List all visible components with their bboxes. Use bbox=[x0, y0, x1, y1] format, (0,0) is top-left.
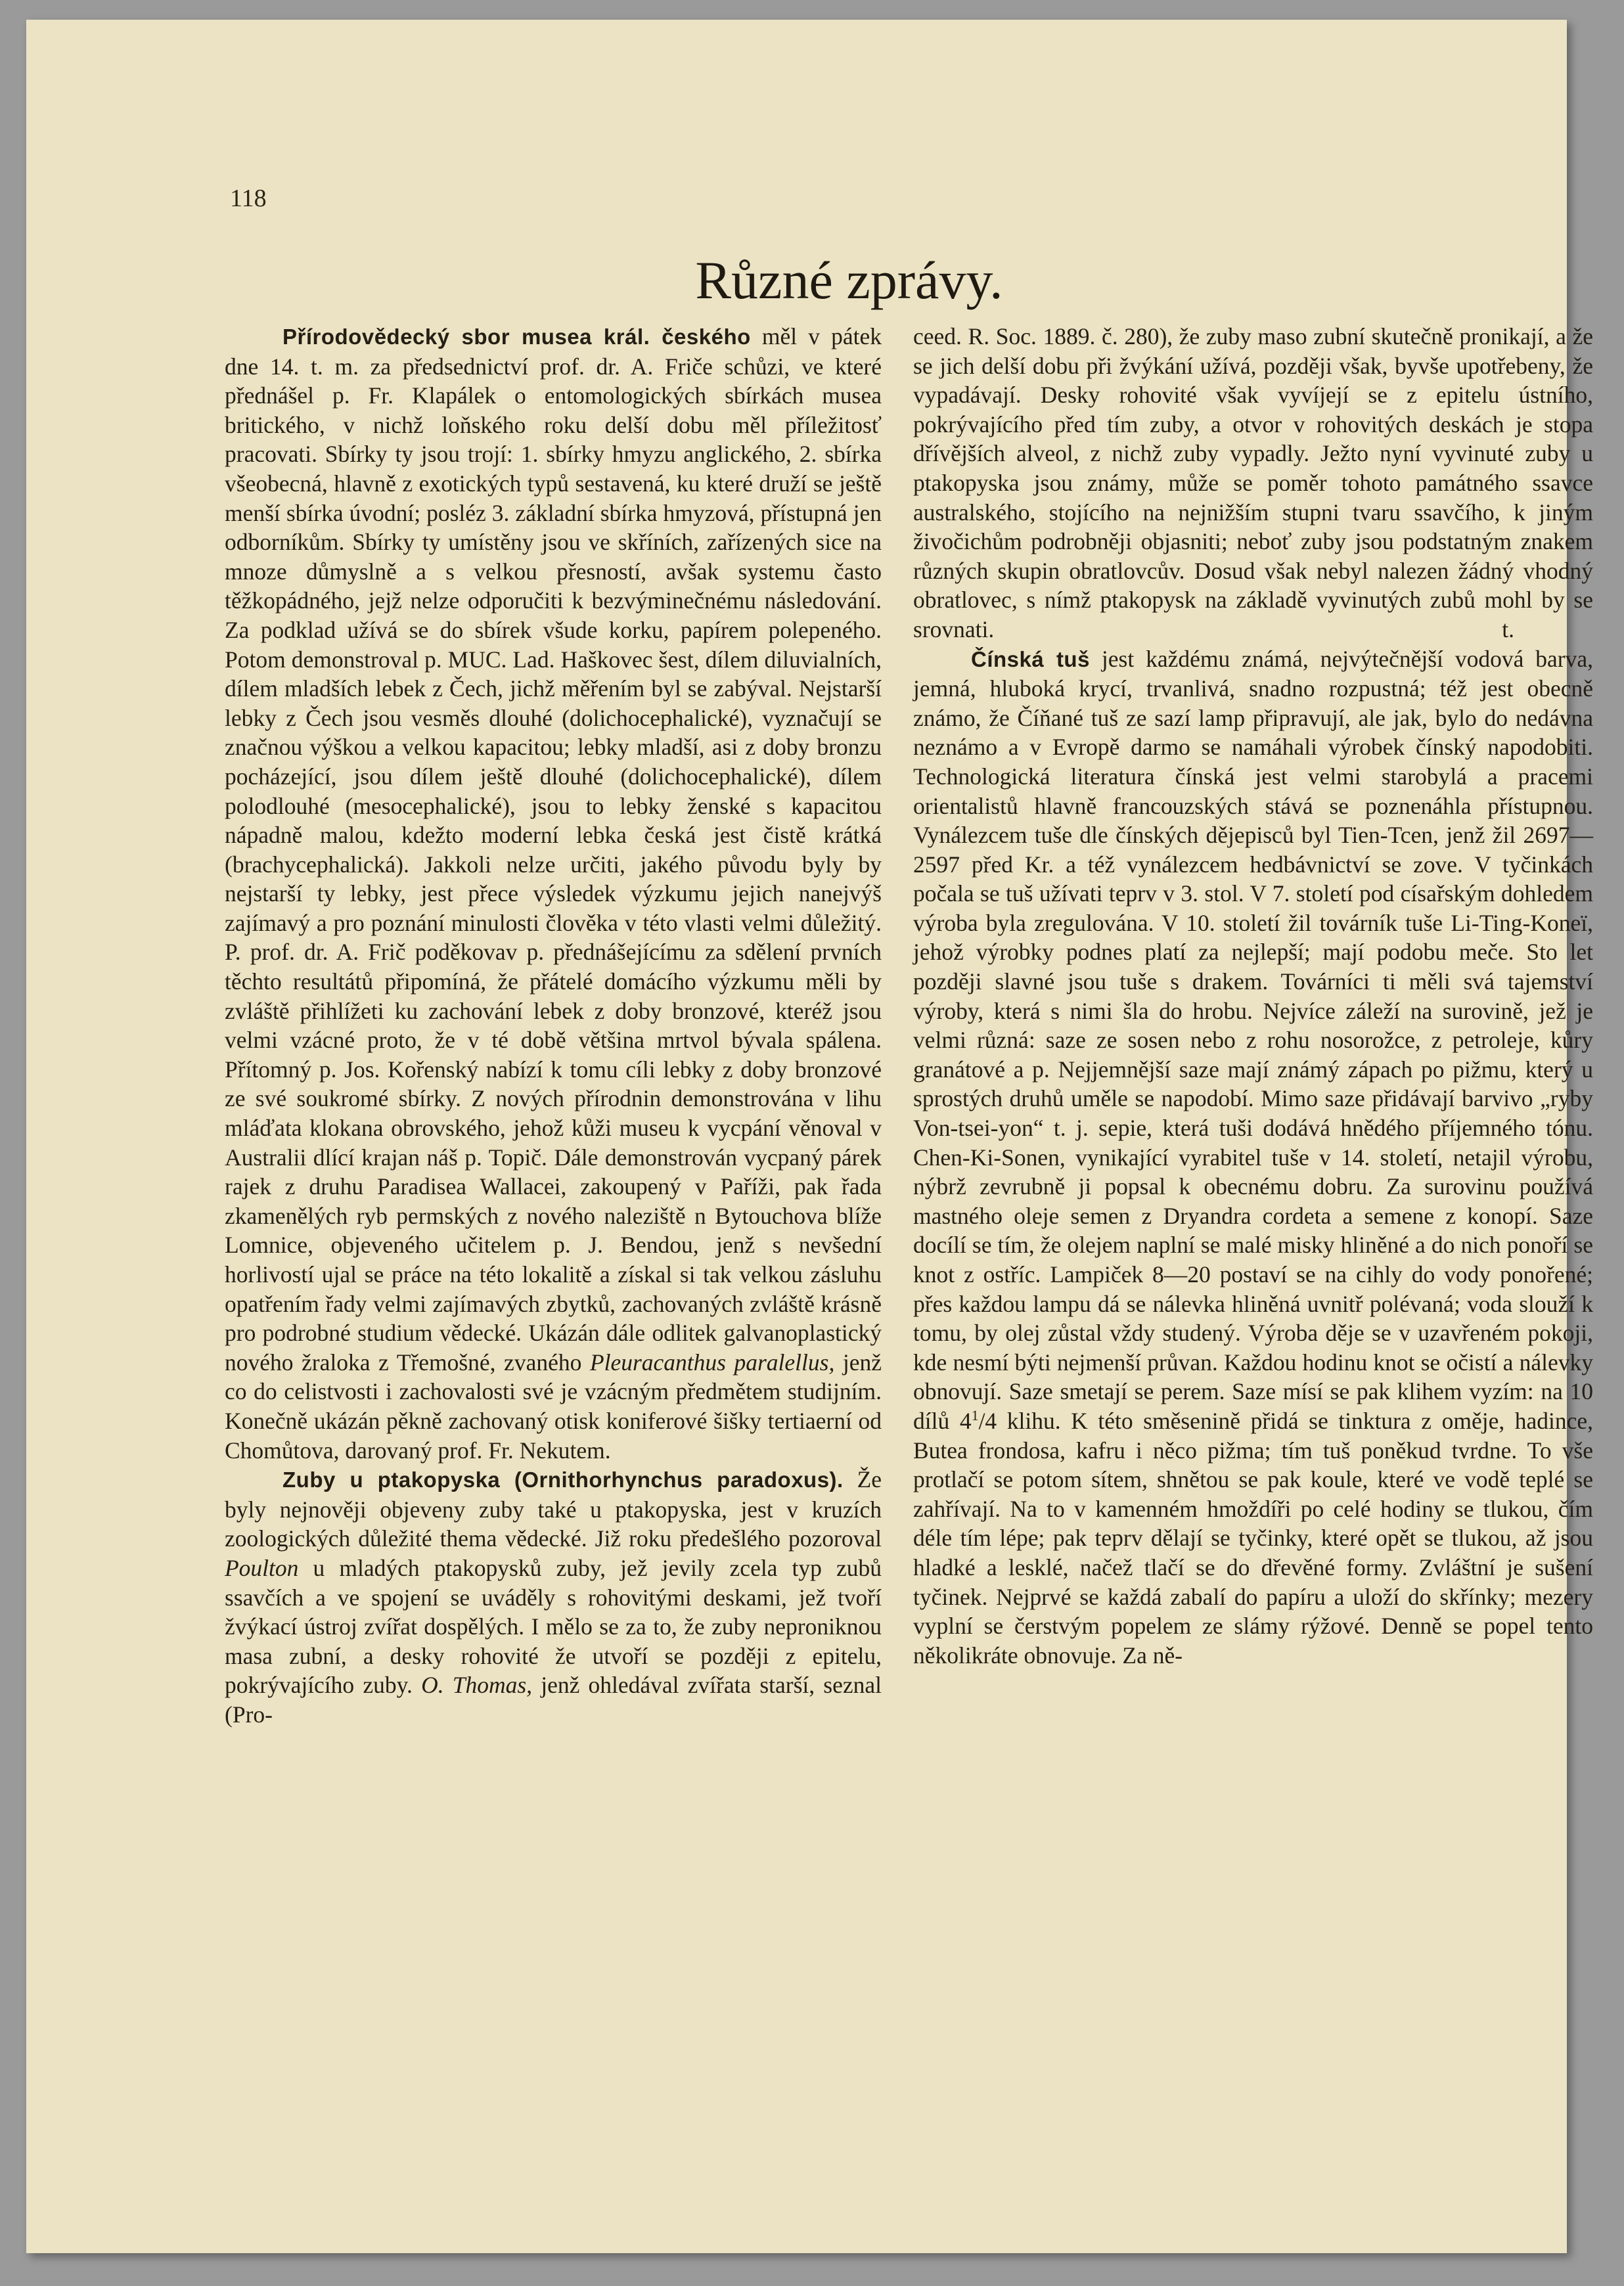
document-page bbox=[26, 20, 1594, 2253]
species-name: Pleuracanthus paralellus, bbox=[589, 1349, 835, 1376]
article-platypus-teeth bbox=[225, 1465, 882, 1729]
article-natural-science-society bbox=[225, 322, 882, 1465]
article-text: Že byly nejnověji objeveny zuby také u ptakopyska, jest v kruzích zoologických důležité thema vědecké. Již roku předešlého pozoroval bbox=[225, 1466, 882, 1552]
article-chinese-ink bbox=[913, 644, 1593, 1670]
article-heading: Čínská tuš bbox=[971, 646, 1090, 671]
fraction: $4^1/4$ bbox=[959, 1407, 997, 1434]
left-column bbox=[225, 322, 882, 1730]
author-name: O. Thomas, bbox=[421, 1672, 533, 1699]
article-text: měl v pátek dne 14. t. m. za předsednictví prof. dr. A. Friče schůzi, ve které přednášel p. Fr. Klapálek o entomologických sbírkách musea britického, v nichž loňského roku delší dobu měl příležitosť pracovati. Sbírky ty jsou trojí: 1. sbírky hmyzu anglického, 2. sbírka všeobecná, hlavně z exotických typů sestavená, ku které druží se ještě menší sbírka úvodní; posléz 3. základní sbírka hmyzová, přístupná jen odborníkům. Sbírky ty umístěny jsou ve skříních, zařízených sice na mnoze důmyslně a s velkou přesností, avšak systemu často těžkopádného, jejž nelze odporučiti k bezvýminečnému následování. Za podklad užívá se do sbírek všude korku, papírem polepeného. Potom demonstroval p. MUC. Lad. Haškovec šest, dílem diluvialních, dílem mladších lebek z Čech, jichž měřením byl se zabýval. Nejstarší lebky z Čech jsou vesměs dlouhé (dolichocephalické), vyznačují se značnou výškou a velkou kapacitou; lebky mladší, asi z doby bronzu pocházející, jsou dílem ještě dlouhé (dolichocephalické), dílem polodlouhé (mesocephalické), jsou to lebky ženské s kapacitou nápadně malou, kdežto moderní lebka česká jest čistě krátká (brachycephalická). Jakkoli nelze určiti, jakého původu byly by nejstarší ty lebky, jest přece výsledek výzkumu jejich nanejvýš zajímavý a pro poznání minulosti člověka v této vlasti velmi důležitý. P. prof. dr. A. Frič poděkovav p. přednášejícímu za sdělení prvních těchto resultátů připomíná, že přátelé domácího výzkumu měli by zvláště přihlížeti ku zachování lebek z doby bronzové, kteréž jsou velmi vzácné proto, že v té době většina mrtvol bývala spálena. Přítomný p. Jos. Kořenský nabízí k tomu cíli lebky z doby bronzové ze své soukromé sbírky. Z nových přírodnin demonstrována v lihu mláďata klokana obrovského, jehož kůži museu k vycpání věnoval v Australii dlící krajan náš p. Topič. Dále demonstrován vycpaný párek rajek z druhu Paradisea Wallacei, zakoupený v Paříži, pak řada zkamenělých ryb permských z nového naleziště n Bytouchova blíže Lomnice, objeveného učitelem p. J. Bendou, jenž s nevšední horlivostí ujal se práce na této lokalitě a získal si tak velkou zásluhu opatřením řady velmi zajímavých zbytků, zachovaných zvláště krásně pro podrobné studium vědecké. Ukázán dále odlitek galvanoplastický nového žraloka z Třemošné, zvaného bbox=[225, 323, 882, 1376]
page-number: 118 bbox=[230, 185, 267, 212]
page-title: Různé zprávy. bbox=[695, 250, 1003, 310]
author-name: Poulton bbox=[225, 1554, 299, 1581]
article-text: jenž co do celistvosti i zachovalosti své je vzácným předmětem studijním. Konečně ukázán pěkně zachovaný otisk koniferové šišky tertiaerní od Chomůtova, darovaný prof. Fr. Nekutem. bbox=[225, 1349, 882, 1464]
article-text: ceed. R. Soc. 1889. č. 280), že zuby maso zubní skutečně pronikají, a že se jich delší dobu při žvýkání užívá, později však, byvše upotřebeny, že vypadávají. Desky rohovité však vyvíjejí se z epitelu ústního, pokrývajícího před tím zuby, a otvor v rohovitých deskách je stopa dřívějších alveol, z nichž zuby vypadly. Ježto nyní vyvinuté zuby u ptakopyska jsou známy, může se poměr tohoto památného ssavce australského, stojícího na nejnižším stupni tvaru ssavčího, k jiným živočichům podrobněji objasniti; neboť zuby jsou podstatným znakem různých skupin obratlovcův. Dosud však nebyl nalezen žádný vhodný obratlovec, s nímž ptakopysk na základě vyvinutých zubů mohl by se srovnati. bbox=[913, 323, 1593, 642]
article-text: jest každému známá, nejvýtečnější vodová barva, jemná, hluboká krycí, trvanlivá, snadno rozpustná; též jest obecně známo, že Číňané tuš ze sazí lamp připravují, ale jak, bylo do nedávna neznámo a v Evropě darmo se namáhali výrobek čínský napodobiti. Technologická literatura čínská jest velmi starobylá a pracemi orientalistů hlavně francouzských stává se poznenáhla přístupnou. Vynálezcem tuše dle čínských dějepisců byl Tien-Tcen, jenž žil 2697—2597 před Kr. a též vynálezcem hedbávnictví se zove. V tyčinkách počala se tuš užívati teprv v 3. stol. V 7. století pod císařským dohledem výroba byla zregulována. V 10. století žil továrník tuše Li-Ting-Koneï, jehož výrobky podnes platí za nejlepší; mají podobu meče. Sto let později slavné jsou tuše s drakem. Továrníci ti měli svá tajemství výroby, která s nimi šla do hrobu. Nejvíce záleží na surovině, jež je velmi různá: saze ze sosen nebo z rohu nosorožce, z petroleje, kůry granátové a p. Nejjemnější saze mají známý zápach po pižmu, který u sprostých druhů uměle se napodobí. Mimo saze přidávají barvivo „ryby Von-tsei-yon“ t. j. sepie, která tuši dodává hnědého příjemného tónu. Chen-Ki-Sonen, vynikající vyrabitel tuše v 14. století, netajil výrobu, nýbrž zevrubně ji popsal k obecnému dobru. Za surovinu používá mastného oleje semen z Dryandra cordeta a semene z konopí. Saze docílí se tím, že olejem naplní se malé misky hliněné a do nich ponoří se knot z ostříc. Lampiček 8—20 postaví se na cihly do vody ponořené; přes každou lampu dá se nálevka hliněná uvnitř polévaná; voda slouží k tomu, by olej zůstal vždy studený. Výroba děje se v uzavřeném pokoji, kde nesmí býti nejmenší průvan. Každou hodinu knot se očistí a nálevky obnovují. Saze smetají se perem. Saze mísí se pak klihem vyzím: na 10 dílů bbox=[913, 645, 1594, 1434]
article-text: klihu. K této směsenině přidá se tinktura z oměje, hadince, Butea frondosa, kafru i něco pižma; tím tuš poněkud tvrdne. To vše protlačí se potom sítem, shnětou se pak koule, které ve vodě teplé se zahřívají. Na to v kamenném hmoždíři po celé hodiny se tlukou, čím déle tím lépe; pak teprv dělají se tyčinky, které opět se tlukou, až jsou hladké a lesklé, načež tlačí se do dřevěné formy. Zvláštní je sušení tyčinek. Nejprvé se každá zabalí do papíru a uloží do skřínky; mezery vyplní se čerstvým popelem ze slámy rýžové. Denně se popel tento několikráte obnovuje. Za ně- bbox=[913, 1407, 1594, 1669]
article-text: u mladých ptakopysků zuby, jež jevily zcela typ zubů ssavčích a ve spojení se uváděly s rohovitými deskami, jež tvoří žvýkací ústroj zvířat dospělých. I mělo se za to, že zuby neproniknou masa zubní, a desky rohovité že utvoří se později z epitelu, pokrývajícího zuby. bbox=[225, 1554, 882, 1699]
article-text: jenž ohledával zvířata starší, seznal (Pro- bbox=[225, 1672, 882, 1728]
article-signature: t. bbox=[1502, 616, 1514, 642]
article-signature-line bbox=[913, 615, 1593, 644]
article-heading: Zuby u ptakopyska (Ornithorhynchus paradoxus). bbox=[282, 1468, 844, 1492]
article-heading: Přírodovědecký sbor musea král. českého bbox=[282, 325, 751, 349]
right-column bbox=[913, 322, 1593, 1670]
article-platypus-continued bbox=[913, 322, 1593, 644]
